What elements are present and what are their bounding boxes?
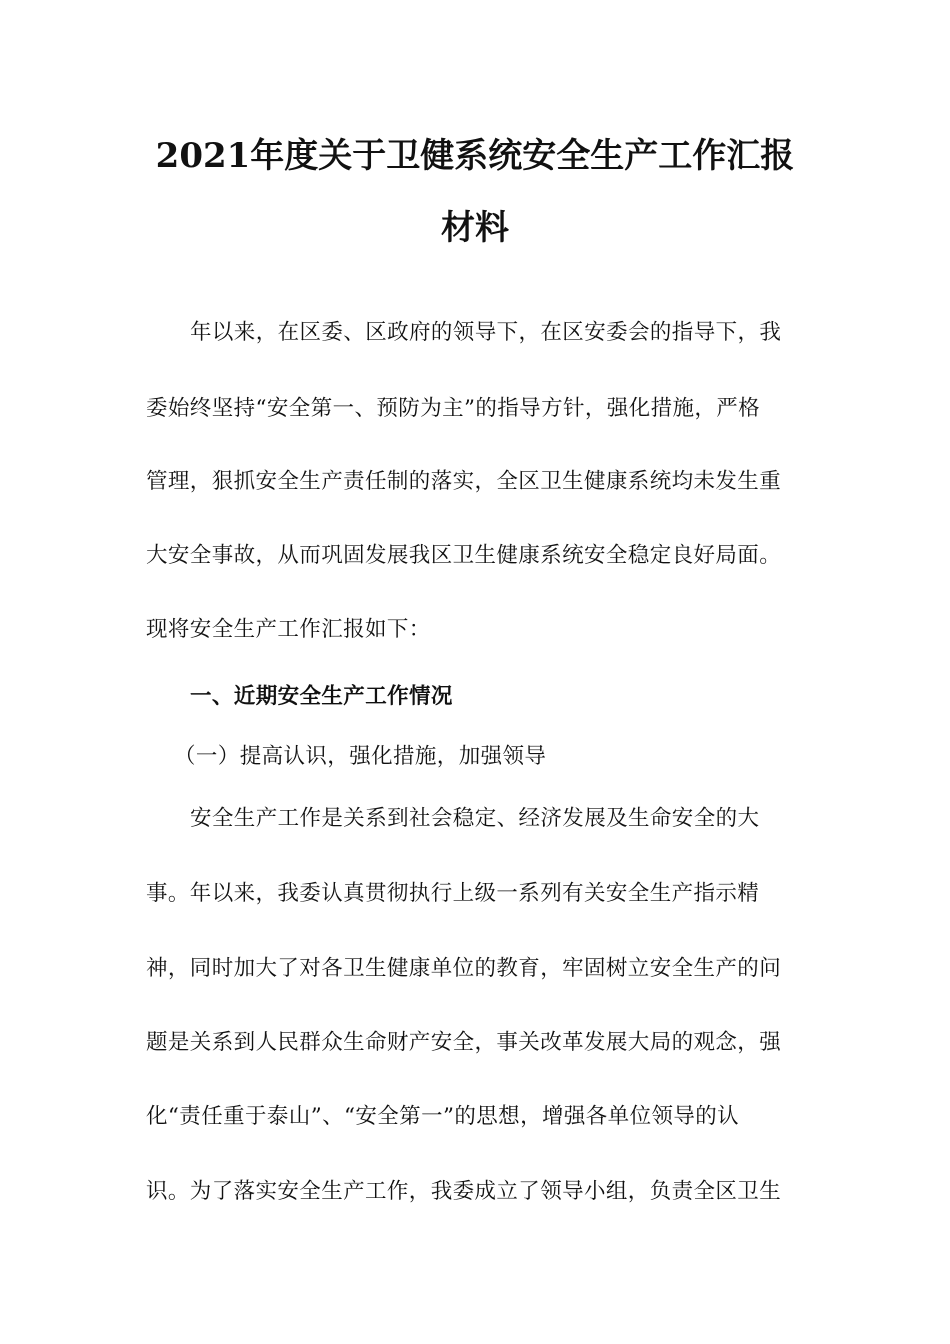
body-line: 神，同时加大了对各卫生健康单位的教育，牢固树立安全生产的问 xyxy=(146,956,782,981)
paragraph-line: 现将安全生产工作汇报如下： xyxy=(146,617,431,642)
body-line: 题是关系到人民群众生命财产安全，事关改革发展大局的观念，强 xyxy=(146,1030,782,1055)
document-title-line-1: 2021年度关于卫健系统安全生产工作汇报 xyxy=(155,136,795,176)
document-title-line-2: 材料 xyxy=(441,208,509,248)
paragraph-line: 委始终坚持“安全第一、预防为主”的指导方针，强化措施，严格 xyxy=(146,396,761,421)
body-line: 识。为了落实安全生产工作，我委成立了领导小组，负责全区卫生 xyxy=(146,1179,782,1204)
body-line: 安全生产工作是关系到社会稳定、经济发展及生命安全的大 xyxy=(190,806,760,831)
paragraph-line: 年以来，在区委、区政府的领导下，在区安委会的指导下，我 xyxy=(190,320,782,345)
paragraph-line: 大安全事故，从而巩固发展我区卫生健康系统安全稳定良好局面。 xyxy=(146,543,782,568)
paragraph-line: 管理，狠抓安全生产责任制的落实，全区卫生健康系统均未发生重 xyxy=(146,469,782,494)
section-heading: 一、近期安全生产工作情况 xyxy=(190,684,453,709)
body-line: 化“责任重于泰山”、“安全第一”的思想，增强各单位领导的认 xyxy=(146,1104,740,1129)
subsection-heading: （一）提高认识，强化措施，加强领导 xyxy=(174,744,547,769)
body-line: 事。年以来，我委认真贯彻执行上级一系列有关安全生产指示精 xyxy=(146,881,760,906)
